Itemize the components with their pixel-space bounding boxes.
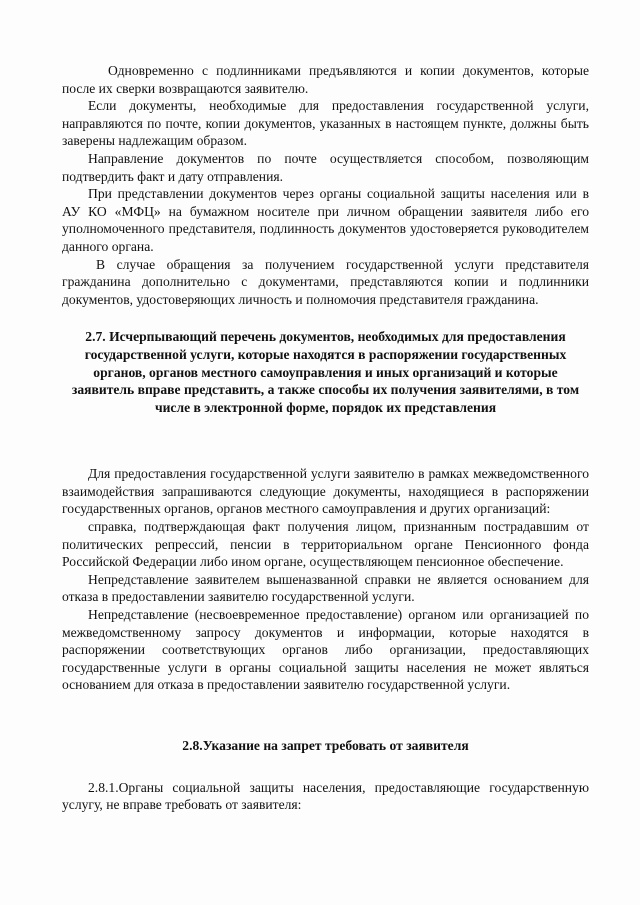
section-heading-2-8: 2.8.Указание на запрет требовать от заявителя — [182, 738, 469, 753]
paragraph-representative: В случае обращения за получением государственной услуги представителя гражданина дополнительно с документами, представляются копии и подлинники документов, удостоверяющих личность и полномочия представителя гражданина. — [62, 256, 589, 307]
section-heading-2-7: 2.7. Исчерпывающий перечень документов, необходимых для предоставления государственной услуги, которые находятся в распоряжении государственных органов, органов местного самоуправления и иных организаций и которые заявитель вправе представить, а также способы их получения заявителями, в том числе в электронной форме, порядок их представления — [71, 329, 580, 415]
paragraph-2-8-1: 2.8.1.Органы социальной защиты населения, предоставляющие государственную услугу, не вправе требовать от заявителя: — [62, 779, 589, 813]
paragraph-mail-copies: Если документы, необходимые для предоставления государственной услуги, направляются по почте, копии документов, указанных в настоящем пункте, должны быть заверены надлежащим образом. — [62, 98, 589, 149]
paragraph-copies-presented: Одновременно с подлинниками предъявляются и копии документов, которые после их сверки возвращаются заявителю. — [62, 63, 589, 96]
paragraph-interagency-request: Для предоставления государственной услуги заявителю в рамках межведомственного взаимодействия запрашиваются следующие документы, находящиеся в распоряжении государственных органов, органов местного самоуправления и других организаций: — [62, 466, 589, 517]
paragraph-pension-certificate: справка, подтверждающая факт получения лицом, признанным пострадавшим от политических репрессий, пенсии в территориальном органе Пенсионного фонда Российской Федерации либо ином органе, осуществляющем пенсионное обеспечение. — [62, 519, 589, 570]
paragraph-social-protection: При представлении документов через органы социальной защиты населения или в АУ КО «МФЦ» на бумажном носителе при личном обращении заявителя либо его уполномоченного представителя, подлинность документов удостоверяется руководителем данного органа. — [62, 186, 589, 254]
paragraph-late-submission: Непредставление (несвоевременное предоставление) органом или организацией по межведомственному запросу документов и информации, которые находятся в распоряжении соответствующих органов либо организации, предоставляющих государственные услуги в органы социальной защиты населения не может являться основанием для отказа в предоставлении заявителю государственной услуги. — [62, 607, 589, 693]
paragraph-mail-method: Направление документов по почте осуществляется способом, позволяющим подтвердить факт и дату отправления. — [62, 150, 589, 184]
document-body — [62, 62, 589, 814]
paragraph-non-submission: Непредставление заявителем вышеназванной справки не является основанием для отказа в предоставлении заявителю государственной услуги. — [62, 571, 589, 605]
